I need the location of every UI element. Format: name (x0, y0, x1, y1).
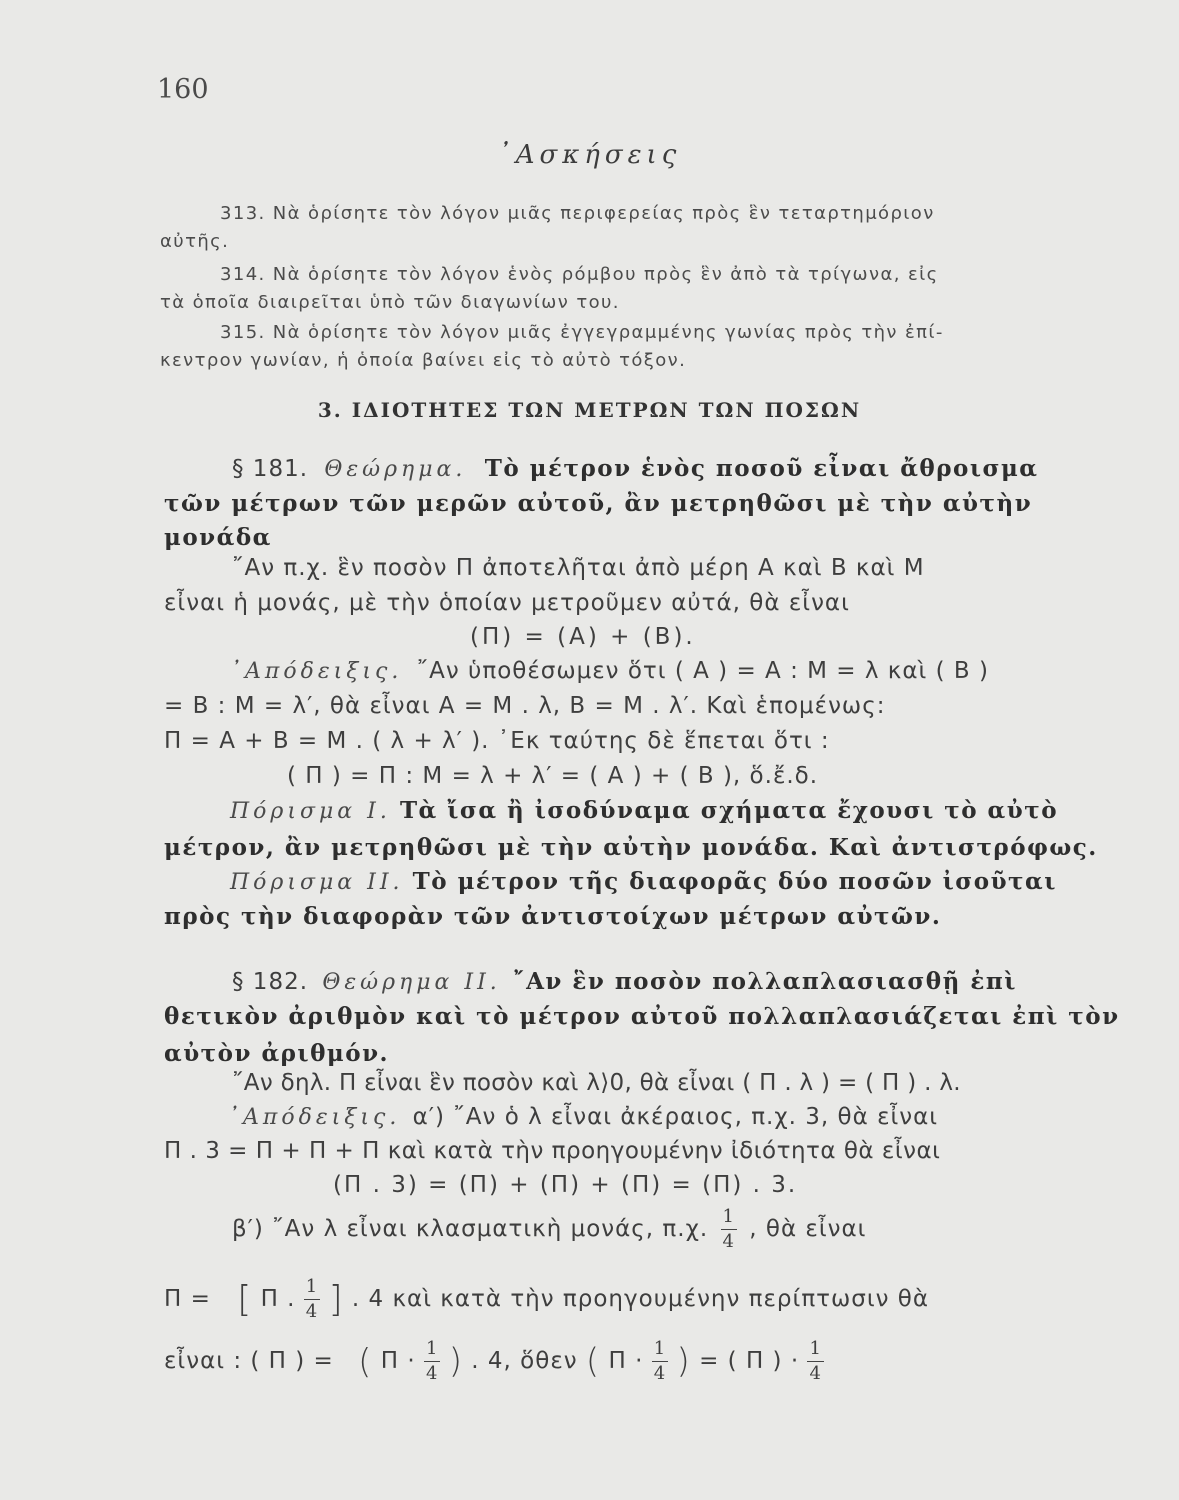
condition-line: ῎Αν δηλ. Π εἶναι ἓν ποσὸν καὶ λ⟩0, θὰ εἶναι ( Π . λ ) = ( Π ) . λ. (232, 1070, 961, 1096)
theorem-label: Θεώρημα. (324, 457, 467, 482)
expansion-lhs: Π = (164, 1286, 211, 1312)
exercise-314-line1: 314. Νὰ ὁρίσητε τὸν λόγον ἑνὸς ρόμβου πρὸς ἓν ἀπὸ τὰ τρίγωνα, εἰς (220, 264, 939, 285)
fraction-denominator: 4 (653, 1363, 667, 1384)
corollary-2-text: Τὸ μέτρον τῆς διαφορᾶς δύο ποσῶν ἰσοῦται (412, 868, 1057, 895)
paren-open: ( (358, 1341, 373, 1382)
fraction-denominator: 4 (809, 1363, 822, 1384)
expansion-line (164, 1278, 929, 1321)
case-b-tail: , θὰ εἶναι (749, 1216, 867, 1242)
exercises-title: ᾿Ασκήσεις (497, 140, 682, 170)
equation-2: ( Π ) = Π : Μ = λ + λ′ = ( Α ) + ( Β ), ὅ.ἔ.δ. (287, 763, 819, 789)
bracket-close: ] (328, 1279, 344, 1320)
section-number: § 181. (232, 456, 309, 482)
exercise-313-line1: 313. Νὰ ὁρίσητε τὸν λόγον μιᾶς περιφερείας πρὸς ἓν τεταρτημόριον (220, 203, 935, 224)
theorem-182-line3: αὐτὸν ἀριθμόν. (164, 1040, 390, 1067)
bracket-open: [ (237, 1279, 253, 1320)
proof-182-line2: Π . 3 = Π + Π + Π καὶ κατὰ τὴν προηγουμένην ἰδιότητα θὰ εἶναι (164, 1138, 941, 1164)
fraction-denominator: 4 (722, 1231, 735, 1252)
expansion-text: . 4 καὶ κατὰ τὴν προηγουμένην περίπτωσιν θὰ (351, 1286, 930, 1312)
fraction-numerator: 1 (807, 1340, 823, 1362)
example-line1: ῎Αν π.χ. ἓν ποσὸν Π ἀποτελῆται ἀπὸ μέρη Α καὶ Β καὶ Μ (232, 555, 925, 581)
example-line2: εἶναι ἡ μονάς, μὲ τὴν ὁποίαν μετροῦμεν αὐτά, θὰ εἶναι (164, 590, 850, 616)
proof-label: ᾿Απόδειξις. (228, 1105, 401, 1130)
fraction-one-quarter (424, 1340, 440, 1383)
corollary-1-line2: μέτρον, ἂν μετρηθῶσι μὲ τὴν αὐτὴν μονάδα. Καὶ ἀντιστρόφως. (164, 834, 1098, 861)
paren-close: ) (676, 1341, 691, 1382)
corollary-1-label: Πόρισμα Ι. (230, 799, 391, 824)
expansion-inner: Π . (260, 1286, 296, 1312)
corollary-2-line1 (230, 868, 1057, 895)
fraction-one-quarter (807, 1340, 823, 1383)
fraction-numerator: 1 (424, 1340, 440, 1362)
result-mid: . 4, ὅθεν (471, 1348, 578, 1374)
fraction-denominator: 4 (425, 1363, 439, 1384)
theorem-181-line2: τῶν μέτρων τῶν μερῶν αὐτοῦ, ἂν μετρηθῶσι μὲ τὴν αὐτὴν (164, 490, 1033, 517)
theorem-182-header (232, 968, 1017, 995)
proof-181-line2: = Β : Μ = λ′, θὰ εἶναι Α = Μ . λ, Β = Μ . λ′. Καὶ ἑπομένως: (164, 693, 886, 719)
exercise-315-line2: κεντρον γωνίαν, ἡ ὁποία βαίνει εἰς τὸ αὐτὸ τόξον. (160, 350, 687, 371)
corollary-2-line2: πρὸς τὴν διαφορὰν τῶν ἀντιστοίχων μέτρων αὐτῶν. (164, 903, 942, 930)
fraction-numerator: 1 (652, 1340, 668, 1362)
fraction-one-quarter (304, 1278, 320, 1321)
fraction-numerator: 1 (304, 1278, 320, 1300)
corollary-2-label: Πόρισμα ΙΙ. (230, 870, 404, 895)
proof-label: ᾿Απόδειξις. (230, 659, 403, 684)
result-inner: Π · (380, 1348, 416, 1374)
page-number: 160 (157, 74, 209, 105)
theorem-statement: Τὸ μέτρον ἑνὸς ποσοῦ εἶναι ἄθροισμα (484, 455, 1039, 482)
equation-1: (Π) = (Α) + (Β). (470, 624, 696, 650)
exercise-314-line2: τὰ ὁποῖα διαιρεῖται ὑπὸ τῶν διαγωνίων του. (160, 292, 620, 313)
case-b-text: β′) ῎Αν λ εἶναι κλασματικὴ μονάς, π.χ. (232, 1216, 709, 1242)
result-line (164, 1340, 824, 1383)
corollary-1-text: Τὰ ἴσα ἢ ἰσοδύναμα σχήματα ἔχουσι τὸ αὐτὸ (399, 797, 1059, 824)
proof-182-line1 (228, 1104, 938, 1130)
equation-3: (Π . 3) = (Π) + (Π) + (Π) = (Π) . 3. (333, 1172, 798, 1198)
exercise-313-line2: αὐτῆς. (160, 231, 230, 252)
fraction-one-quarter (721, 1208, 737, 1251)
exercise-315-line1: 315. Νὰ ὁρίσητε τὸν λόγον μιᾶς ἐγγεγραμμένης γωνίας πρὸς τὴν ἐπί- (220, 322, 944, 343)
theorem-181-header (232, 455, 1039, 482)
fraction-denominator: 4 (305, 1301, 319, 1322)
result-start: εἶναι : ( Π ) = (164, 1348, 334, 1374)
theorem-label: Θεώρημα ΙΙ. (322, 970, 501, 995)
section-heading: 3. ΙΔΙΟΤΗΤΕΣ ΤΩΝ ΜΕΤΡΩΝ ΤΩΝ ΠΟΣΩΝ (317, 398, 862, 422)
fraction-numerator: 1 (721, 1208, 737, 1230)
result-inner-2: Π · (608, 1348, 644, 1374)
corollary-1-line1 (230, 797, 1058, 824)
proof-181-line3: Π = Α + Β = Μ . ( λ + λ′ ). ᾿Εκ ταύτης δὲ ἕπεται ὅτι : (164, 728, 830, 754)
result-eq: = ( Π ) · (699, 1348, 800, 1374)
case-b-line (232, 1208, 866, 1251)
theorem-182-line2: θετικὸν ἀριθμὸν καὶ τὸ μέτρον αὐτοῦ πολλαπλασιάζεται ἐπὶ τὸν (164, 1003, 1120, 1030)
theorem-statement: ῎Αν ἓν ποσὸν πολλαπλασιασθῇ ἐπὶ (513, 968, 1017, 995)
theorem-181-line3: μονάδα (164, 524, 272, 551)
fraction-one-quarter (652, 1340, 668, 1383)
proof-case-a: α′) ῎Αν ὁ λ εἶναι ἀκέραιος, π.χ. 3, θὰ εἶναι (412, 1104, 939, 1130)
proof-text: ῎Αν ὑποθέσωμεν ὅτι ( Α ) = Α : Μ = λ καὶ ( Β ) (416, 658, 989, 684)
section-number: § 182. (232, 969, 309, 995)
paren-open: ( (585, 1341, 601, 1382)
proof-181-line1 (230, 658, 989, 684)
paren-close: ) (448, 1341, 463, 1382)
